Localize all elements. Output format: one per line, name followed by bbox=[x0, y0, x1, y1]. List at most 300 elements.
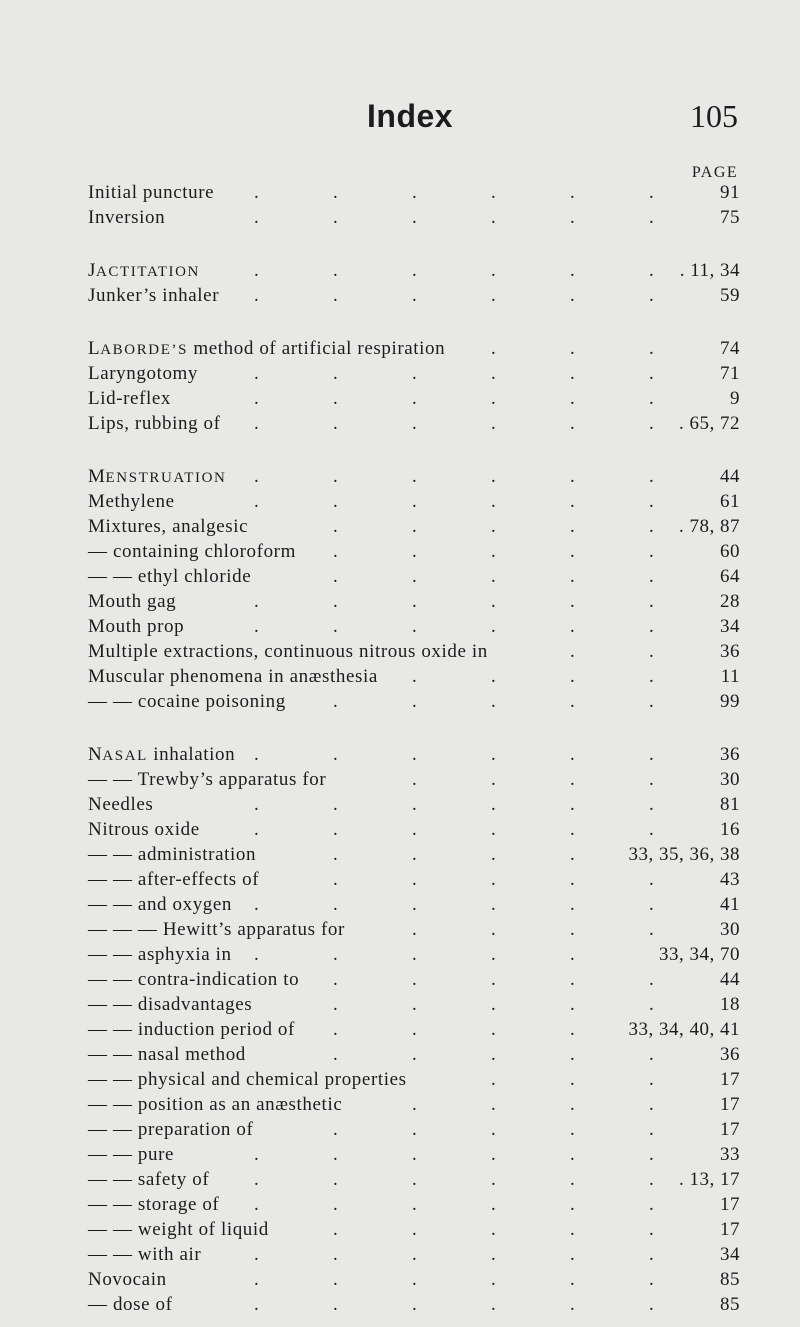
entry-term-initial: L bbox=[88, 413, 101, 434]
entry-pages: 44 bbox=[720, 466, 740, 487]
entry-pages: 44 bbox=[720, 969, 740, 990]
leader-dot: . bbox=[412, 1269, 445, 1290]
entry-pages: 64 bbox=[720, 566, 740, 587]
entry-term-initial: — bbox=[88, 769, 108, 790]
entry-term-text: outh gag bbox=[105, 591, 177, 612]
leader-dot: . bbox=[333, 541, 366, 562]
entry-term-initial: M bbox=[88, 616, 106, 637]
entry-term-text: — with air bbox=[107, 1244, 202, 1265]
entry-term-initial: — bbox=[88, 1169, 108, 1190]
page-column-label: PAGE bbox=[691, 164, 739, 181]
entry-term bbox=[88, 1244, 201, 1266]
entry-term bbox=[88, 1144, 174, 1166]
leader-dot: . bbox=[254, 182, 287, 203]
index-entry bbox=[88, 466, 740, 488]
leader-dot: . bbox=[570, 1069, 603, 1090]
index-entry bbox=[88, 338, 740, 360]
index-entry bbox=[88, 1069, 740, 1091]
leader-dot: . bbox=[412, 1019, 445, 1040]
leader-dot: . bbox=[570, 894, 603, 915]
leader-dot: . bbox=[570, 541, 603, 562]
entry-pages: 17 bbox=[720, 1219, 740, 1240]
entry-term bbox=[88, 744, 235, 767]
leader-dot: . bbox=[254, 491, 287, 512]
index-entry bbox=[88, 1169, 740, 1191]
leader-dot: . bbox=[491, 182, 524, 203]
entry-term-initial: — bbox=[88, 1294, 108, 1315]
leader-dot: . bbox=[570, 1119, 603, 1140]
index-entry bbox=[88, 869, 740, 891]
leader-dot: . bbox=[570, 285, 603, 306]
leader-dot: . bbox=[333, 1219, 366, 1240]
leader-dot: . bbox=[491, 1069, 524, 1090]
entry-pages: 36 bbox=[720, 744, 740, 765]
entry-term-tail: method of artificial respiration bbox=[188, 338, 446, 359]
leader-dot: . bbox=[570, 363, 603, 384]
entry-term-initial: M bbox=[88, 591, 106, 612]
leader-dot: . bbox=[491, 969, 524, 990]
leader-dot: . bbox=[570, 691, 603, 712]
entry-pages: 33 bbox=[720, 1144, 740, 1165]
leader-dot: . bbox=[649, 260, 682, 281]
entry-term bbox=[88, 641, 488, 663]
page-number: 105 bbox=[690, 98, 738, 134]
entry-term-text: ixtures, analgesic bbox=[105, 516, 249, 537]
leader-dot: . bbox=[570, 182, 603, 203]
leader-dot: . bbox=[570, 491, 603, 512]
leader-dot: . bbox=[491, 1044, 524, 1065]
leader-dot: . bbox=[491, 1219, 524, 1240]
leader-dot: . bbox=[333, 466, 366, 487]
entry-pages: 59 bbox=[720, 285, 740, 306]
entry-term bbox=[88, 1119, 253, 1141]
entry-term bbox=[88, 285, 219, 307]
entry-term-initial: — bbox=[88, 969, 108, 990]
leader-dot: . bbox=[333, 1044, 366, 1065]
leader-dot: . bbox=[570, 769, 603, 790]
entry-term bbox=[88, 944, 232, 966]
leader-dot: . bbox=[333, 182, 366, 203]
index-entry bbox=[88, 744, 740, 766]
entry-term bbox=[88, 466, 226, 489]
entry-term-text: ips, rubbing of bbox=[100, 413, 221, 434]
index-entry bbox=[88, 1294, 740, 1316]
entry-term bbox=[88, 969, 299, 991]
leader-dot: . bbox=[412, 869, 445, 890]
leader-dot: . bbox=[649, 207, 682, 228]
entry-pages: 28 bbox=[720, 591, 740, 612]
leader-dot: . bbox=[649, 1244, 682, 1265]
index-entry bbox=[88, 1194, 740, 1216]
leader-dot: . bbox=[333, 207, 366, 228]
entry-term-text: containing chloroform bbox=[107, 541, 296, 562]
entry-term-initial: N bbox=[88, 1269, 103, 1290]
entry-term-text: unker’s inhaler bbox=[96, 285, 220, 306]
entry-term-initial: — bbox=[88, 1094, 108, 1115]
leader-dot: . bbox=[254, 1169, 287, 1190]
entry-pages: 71 bbox=[720, 363, 740, 384]
entry-pages: 33, 34, 70 bbox=[659, 944, 740, 965]
leader-dot: . bbox=[333, 591, 366, 612]
entry-term-text: — contra-indication to bbox=[107, 969, 300, 990]
entry-term-initial: I bbox=[88, 182, 95, 203]
leader-dot: . bbox=[254, 591, 287, 612]
leader-dot: . bbox=[570, 919, 603, 940]
entry-term-initial: — bbox=[88, 844, 108, 865]
entry-term-initial: M bbox=[88, 491, 106, 512]
leader-dot: . bbox=[412, 616, 445, 637]
index-entry bbox=[88, 944, 740, 966]
leader-dot: . bbox=[491, 516, 524, 537]
index-entry bbox=[88, 769, 740, 791]
leader-dot: . bbox=[491, 1294, 524, 1315]
leader-dot: . bbox=[649, 466, 682, 487]
leader-dot: . bbox=[491, 894, 524, 915]
entry-term-text: — position as an anæsthetic bbox=[107, 1094, 343, 1115]
leader-dot: . bbox=[570, 666, 603, 687]
leader-dot: . bbox=[491, 819, 524, 840]
entry-pages: 17 bbox=[720, 1069, 740, 1090]
index-entry bbox=[88, 285, 740, 307]
entry-term-initial: — bbox=[88, 1194, 108, 1215]
leader-dot: . bbox=[570, 388, 603, 409]
leader-dot: . bbox=[570, 1294, 603, 1315]
leader-dot: . bbox=[491, 919, 524, 940]
entry-term bbox=[88, 691, 286, 713]
leader-dot: . bbox=[491, 338, 524, 359]
leader-dot: . bbox=[649, 1294, 682, 1315]
leader-dot: . bbox=[491, 944, 524, 965]
leader-dot: . bbox=[412, 466, 445, 487]
entry-term bbox=[88, 1219, 269, 1241]
index-entry bbox=[88, 1094, 740, 1116]
entry-term-text: — cocaine poisoning bbox=[107, 691, 286, 712]
entry-pages: 16 bbox=[720, 819, 740, 840]
leader-dot: . bbox=[649, 1069, 682, 1090]
leader-dot: . bbox=[412, 1294, 445, 1315]
index-entry bbox=[88, 388, 740, 410]
leader-dot: . bbox=[649, 744, 682, 765]
leader-dot: . bbox=[333, 388, 366, 409]
entry-term bbox=[88, 869, 259, 891]
leader-dot: . bbox=[412, 285, 445, 306]
entry-term bbox=[88, 516, 248, 538]
entry-term-text: — Trewby’s apparatus for bbox=[107, 769, 327, 790]
leader-dot: . bbox=[570, 413, 603, 434]
leader-dot: . bbox=[254, 944, 287, 965]
entry-pages: . 78, 87 bbox=[679, 516, 740, 537]
leader-dot: . bbox=[412, 919, 445, 940]
leader-dot: . bbox=[254, 388, 287, 409]
entry-term-initial: — bbox=[88, 1244, 108, 1265]
entry-pages: 85 bbox=[720, 1269, 740, 1290]
leader-dot: . bbox=[649, 969, 682, 990]
entry-term-text: — storage of bbox=[107, 1194, 220, 1215]
entry-term-initial: L bbox=[88, 388, 101, 409]
leader-dot: . bbox=[412, 516, 445, 537]
entry-term bbox=[88, 541, 296, 563]
running-header bbox=[0, 98, 800, 138]
leader-dot: . bbox=[649, 491, 682, 512]
leader-dot: . bbox=[570, 641, 603, 662]
leader-dot: . bbox=[412, 541, 445, 562]
index-entry bbox=[88, 1044, 740, 1066]
entry-pages: . 65, 72 bbox=[679, 413, 740, 434]
entry-term-initial: — bbox=[88, 944, 108, 965]
entry-term-initial: L bbox=[88, 363, 101, 384]
leader-dot: . bbox=[649, 666, 682, 687]
entry-term bbox=[88, 1294, 173, 1316]
entry-term-text: nversion bbox=[94, 207, 166, 228]
leader-dot: . bbox=[412, 591, 445, 612]
leader-dot: . bbox=[254, 207, 287, 228]
leader-dot: . bbox=[570, 819, 603, 840]
entry-term bbox=[88, 769, 326, 791]
leader-dot: . bbox=[412, 691, 445, 712]
leader-dot: . bbox=[254, 794, 287, 815]
entry-term bbox=[88, 819, 200, 841]
leader-dot: . bbox=[491, 388, 524, 409]
leader-dot: . bbox=[333, 1169, 366, 1190]
index-entry bbox=[88, 207, 740, 229]
leader-dot: . bbox=[333, 969, 366, 990]
entry-pages: 41 bbox=[720, 894, 740, 915]
entry-term-text: ovocain bbox=[102, 1269, 167, 1290]
entry-pages: 17 bbox=[720, 1119, 740, 1140]
leader-dot: . bbox=[412, 363, 445, 384]
leader-dot: . bbox=[649, 1169, 682, 1190]
entry-term-text: — after-effects of bbox=[107, 869, 260, 890]
entry-term bbox=[88, 1044, 246, 1066]
entry-pages: 91 bbox=[720, 182, 740, 203]
entry-pages: 33, 34, 40, 41 bbox=[628, 1019, 740, 1040]
entry-term bbox=[88, 388, 171, 410]
entry-term bbox=[88, 1169, 209, 1191]
leader-dot: . bbox=[491, 844, 524, 865]
leader-dot: . bbox=[649, 413, 682, 434]
index-entry bbox=[88, 819, 740, 841]
entry-term-text: — ethyl chloride bbox=[107, 566, 252, 587]
leader-dot: . bbox=[491, 1144, 524, 1165]
entry-term-initial: — bbox=[88, 1219, 108, 1240]
leader-dot: . bbox=[333, 894, 366, 915]
entry-term bbox=[88, 1019, 295, 1041]
entry-term-initial: — bbox=[88, 1144, 108, 1165]
leader-dot: . bbox=[333, 819, 366, 840]
leader-dot: . bbox=[491, 616, 524, 637]
leader-dot: . bbox=[412, 1219, 445, 1240]
leader-dot: . bbox=[333, 491, 366, 512]
leader-dot: . bbox=[649, 616, 682, 637]
entry-term-text: nitial puncture bbox=[94, 182, 215, 203]
entry-pages: 33, 35, 36, 38 bbox=[628, 844, 740, 865]
leader-dot: . bbox=[491, 744, 524, 765]
entry-term-initial: — bbox=[88, 691, 108, 712]
entry-term bbox=[88, 794, 153, 816]
entry-pages: 11 bbox=[720, 666, 740, 687]
leader-dot: . bbox=[254, 1194, 287, 1215]
index-entry bbox=[88, 182, 740, 204]
entry-term-initial: M bbox=[88, 516, 106, 537]
leader-dot: . bbox=[570, 516, 603, 537]
leader-dot: . bbox=[412, 182, 445, 203]
entry-term-text: — — Hewitt’s apparatus for bbox=[107, 919, 345, 940]
leader-dot: . bbox=[412, 207, 445, 228]
entry-term-initial: I bbox=[88, 207, 95, 228]
index-entry bbox=[88, 260, 740, 282]
leader-dot: . bbox=[412, 1094, 445, 1115]
leader-dot: . bbox=[254, 1294, 287, 1315]
index-entry bbox=[88, 994, 740, 1016]
leader-dot: . bbox=[570, 1269, 603, 1290]
leader-dot: . bbox=[491, 466, 524, 487]
leader-dot: . bbox=[254, 466, 287, 487]
entry-term-text: — safety of bbox=[107, 1169, 210, 1190]
leader-dot: . bbox=[333, 1144, 366, 1165]
leader-dot: . bbox=[333, 691, 366, 712]
leader-dot: . bbox=[254, 744, 287, 765]
index-entry bbox=[88, 363, 740, 385]
entry-term-text: ACTITATION bbox=[96, 264, 200, 280]
leader-dot: . bbox=[412, 1144, 445, 1165]
entry-term-text: — preparation of bbox=[107, 1119, 254, 1140]
leader-dot: . bbox=[412, 994, 445, 1015]
leader-dot: . bbox=[333, 1269, 366, 1290]
entry-pages: 36 bbox=[720, 1044, 740, 1065]
leader-dot: . bbox=[649, 794, 682, 815]
leader-dot: . bbox=[491, 1244, 524, 1265]
entry-term-text: — nasal method bbox=[107, 1044, 246, 1065]
entry-pages: 17 bbox=[720, 1194, 740, 1215]
entry-term-tail: inhalation bbox=[147, 744, 236, 765]
leader-dot: . bbox=[649, 338, 682, 359]
entry-pages: . 13, 17 bbox=[679, 1169, 740, 1190]
leader-dot: . bbox=[570, 1044, 603, 1065]
leader-dot: . bbox=[649, 919, 682, 940]
entry-term-initial: — bbox=[88, 1069, 108, 1090]
entry-term-initial: N bbox=[88, 744, 103, 765]
entry-term-text: — physical and chemical properties bbox=[107, 1069, 407, 1090]
leader-dot: . bbox=[254, 1269, 287, 1290]
leader-dot: . bbox=[570, 616, 603, 637]
entry-term-initial: — bbox=[88, 894, 108, 915]
leader-dot: . bbox=[412, 894, 445, 915]
entry-term bbox=[88, 894, 232, 916]
entry-pages: 9 bbox=[730, 388, 740, 409]
leader-dot: . bbox=[412, 844, 445, 865]
leader-dot: . bbox=[570, 1019, 603, 1040]
entry-term bbox=[88, 844, 256, 866]
leader-dot: . bbox=[333, 944, 366, 965]
entry-pages: 61 bbox=[720, 491, 740, 512]
entry-term-initial: L bbox=[88, 338, 101, 359]
entry-term-text: ultiple extractions, continuous nitrous oxide in bbox=[105, 641, 488, 662]
entry-term-initial: — bbox=[88, 869, 108, 890]
entry-term bbox=[88, 207, 165, 229]
leader-dot: . bbox=[649, 1044, 682, 1065]
index-entry bbox=[88, 641, 740, 663]
entry-term bbox=[88, 338, 445, 361]
leader-dot: . bbox=[649, 541, 682, 562]
leader-dot: . bbox=[491, 1269, 524, 1290]
entry-term-text: ethylene bbox=[105, 491, 175, 512]
index-entry bbox=[88, 591, 740, 613]
entry-pages: 17 bbox=[720, 1094, 740, 1115]
index-entry bbox=[88, 691, 740, 713]
leader-dot: . bbox=[570, 844, 603, 865]
leader-dot: . bbox=[649, 388, 682, 409]
entry-term-text: — pure bbox=[107, 1144, 175, 1165]
leader-dot: . bbox=[254, 1244, 287, 1265]
entry-term-text: eedles bbox=[102, 794, 154, 815]
entry-pages: 81 bbox=[720, 794, 740, 815]
entry-term-initial: M bbox=[88, 641, 106, 662]
entry-term-text: itrous oxide bbox=[102, 819, 200, 840]
leader-dot: . bbox=[491, 691, 524, 712]
entry-pages: 36 bbox=[720, 641, 740, 662]
leader-dot: . bbox=[412, 769, 445, 790]
leader-dot: . bbox=[491, 413, 524, 434]
leader-dot: . bbox=[491, 769, 524, 790]
leader-dot: . bbox=[412, 388, 445, 409]
leader-dot: . bbox=[491, 1094, 524, 1115]
entry-term bbox=[88, 616, 184, 638]
leader-dot: . bbox=[333, 994, 366, 1015]
leader-dot: . bbox=[333, 285, 366, 306]
leader-dot: . bbox=[333, 616, 366, 637]
leader-dot: . bbox=[649, 285, 682, 306]
entry-term-initial: — bbox=[88, 566, 108, 587]
leader-dot: . bbox=[491, 566, 524, 587]
entry-pages: 43 bbox=[720, 869, 740, 890]
leader-dot: . bbox=[570, 1144, 603, 1165]
leader-dot: . bbox=[254, 413, 287, 434]
entry-term-initial: — bbox=[88, 919, 108, 940]
entry-term bbox=[88, 491, 175, 513]
index-entry bbox=[88, 666, 740, 688]
leader-dot: . bbox=[333, 260, 366, 281]
entry-term-initial: — bbox=[88, 1119, 108, 1140]
leader-dot: . bbox=[570, 994, 603, 1015]
entry-term bbox=[88, 591, 176, 613]
leader-dot: . bbox=[333, 1019, 366, 1040]
leader-dot: . bbox=[570, 969, 603, 990]
leader-dot: . bbox=[649, 691, 682, 712]
entry-term-initial: — bbox=[88, 1044, 108, 1065]
index-entry bbox=[88, 1244, 740, 1266]
index-entry bbox=[88, 413, 740, 435]
entry-term bbox=[88, 1094, 342, 1116]
leader-dot: . bbox=[412, 794, 445, 815]
leader-dot: . bbox=[570, 591, 603, 612]
leader-dot: . bbox=[254, 363, 287, 384]
leader-dot: . bbox=[333, 413, 366, 434]
leader-dot: . bbox=[412, 666, 445, 687]
entry-term-initial: N bbox=[88, 819, 103, 840]
leader-dot: . bbox=[491, 591, 524, 612]
leader-dot: . bbox=[491, 260, 524, 281]
leader-dot: . bbox=[412, 744, 445, 765]
leader-dot: . bbox=[254, 819, 287, 840]
leader-dot: . bbox=[412, 413, 445, 434]
entry-pages: 75 bbox=[720, 207, 740, 228]
leader-dot: . bbox=[412, 566, 445, 587]
entry-pages: 30 bbox=[720, 919, 740, 940]
leader-dot: . bbox=[649, 1119, 682, 1140]
index-entry bbox=[88, 1269, 740, 1291]
leader-dot: . bbox=[491, 794, 524, 815]
leader-dot: . bbox=[333, 1294, 366, 1315]
